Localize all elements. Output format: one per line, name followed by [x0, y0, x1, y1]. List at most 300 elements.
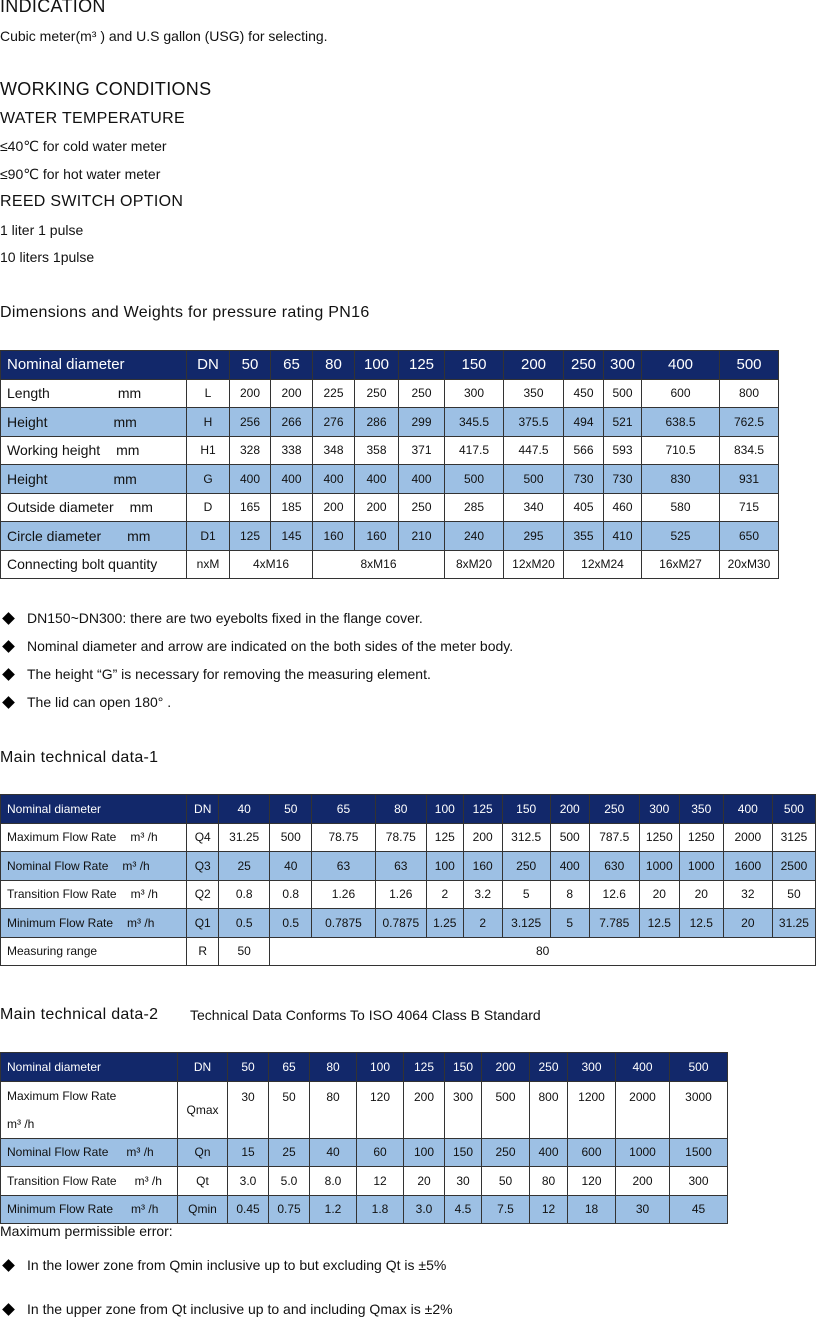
value-cell: 12xM24: [564, 550, 642, 579]
header-cell: 250: [589, 795, 639, 824]
value-cell: 300: [445, 1081, 482, 1138]
header-cell: 50: [228, 1053, 269, 1082]
header-cell: 500: [772, 795, 815, 824]
value-cell: 1200: [568, 1081, 616, 1138]
value-cell: 600: [568, 1138, 616, 1167]
tech-data-1-title: Main technical data-1: [0, 749, 159, 766]
value-cell: 500: [504, 465, 564, 494]
value-cell: 8xM20: [445, 550, 504, 579]
error-lower-item: In the lower zone from Qmin inclusive up to but excluding Qt is ±5%: [0, 1257, 446, 1273]
value-cell: 312.5: [502, 823, 550, 852]
value-cell: 50: [772, 880, 815, 909]
value-cell: 185: [271, 493, 313, 522]
row-label: Working height: [7, 442, 101, 459]
header-cell: DN: [187, 795, 219, 824]
symbol-cell: Qn: [178, 1138, 228, 1167]
header-cell: 100: [355, 351, 399, 380]
value-cell: 25: [219, 852, 270, 881]
value-cell: 240: [445, 522, 504, 551]
row-label: Transition Flow Rate: [7, 887, 117, 902]
bolt-row: [1, 550, 779, 579]
header-cell: 100: [357, 1053, 404, 1082]
value-cell: 266: [271, 408, 313, 437]
value-cell: 460: [604, 493, 642, 522]
value-cell: 80: [530, 1167, 568, 1196]
value-cell: 345.5: [445, 408, 504, 437]
value-cell: 20: [679, 880, 723, 909]
value-cell: 1600: [723, 852, 772, 881]
row-label: Height: [7, 470, 48, 487]
value-cell: 150: [445, 1138, 482, 1167]
value-cell: 355: [564, 522, 604, 551]
value-cell: 593: [604, 436, 642, 465]
row-label: Transition Flow Rate: [7, 1173, 117, 1188]
note-item: The lid can open 180° .: [0, 694, 171, 710]
water-temperature-title: WATER TEMPERATURE: [0, 110, 185, 127]
value-cell: 50: [482, 1167, 530, 1196]
row-label: Maximum Flow Rate: [7, 1088, 117, 1103]
value-cell: 8xM16: [313, 550, 445, 579]
value-cell: 20: [723, 909, 772, 938]
row-label-cell: [1, 379, 187, 408]
row-label-cell: [1, 408, 187, 437]
tech-data-1-table: [0, 794, 816, 966]
value-cell: 160: [463, 852, 502, 881]
row-unit: m³ /h: [134, 1173, 162, 1188]
value-cell: 16xM27: [642, 550, 720, 579]
indication-text: Cubic meter(m³ ) and U.S gallon (USG) for selecting.: [0, 28, 328, 44]
value-cell: 338: [271, 436, 313, 465]
value-cell: 710.5: [642, 436, 720, 465]
value-cell: 256: [230, 408, 271, 437]
symbol-cell: nxM: [187, 550, 230, 579]
value-cell: 145: [271, 522, 313, 551]
header-cell: 50: [270, 795, 312, 824]
header-cell: 400: [616, 1053, 670, 1082]
value-cell: 2: [463, 909, 502, 938]
row-label-cell: [1, 880, 187, 909]
symbol-cell: Qmax: [178, 1081, 228, 1138]
value-cell: 63: [312, 852, 375, 881]
value-cell: 300: [445, 379, 504, 408]
header-cell: 80: [310, 1053, 357, 1082]
value-cell: 80: [270, 937, 816, 966]
value-cell: 12.6: [589, 880, 639, 909]
table-row: [1, 408, 779, 437]
table-row: [1, 522, 779, 551]
header-cell: 200: [482, 1053, 530, 1082]
value-cell: 358: [355, 436, 399, 465]
symbol-cell: R: [187, 937, 219, 966]
value-cell: 328: [230, 436, 271, 465]
value-cell: 250: [482, 1138, 530, 1167]
diamond-bullet-icon: [2, 668, 15, 681]
row-unit: m³ /h: [127, 915, 155, 930]
table-row: [1, 1167, 728, 1196]
value-cell: 15: [228, 1138, 269, 1167]
header-cell: 65: [271, 351, 313, 380]
note-item: Nominal diameter and arrow are indicated on the both sides of the meter body.: [0, 638, 513, 654]
value-cell: 400: [550, 852, 589, 881]
table-row: [1, 379, 779, 408]
value-cell: 638.5: [642, 408, 720, 437]
indication-title: INDICATION: [0, 0, 106, 16]
header-cell: 250: [564, 351, 604, 380]
hot-water-text: ≤90℃ for hot water meter: [0, 166, 161, 182]
table-row: [1, 465, 779, 494]
value-cell: 78.75: [312, 823, 375, 852]
dimensions-title: Dimensions and Weights for pressure rating PN16: [0, 304, 370, 321]
dimensions-table: [0, 350, 779, 579]
value-cell: 25: [269, 1138, 310, 1167]
value-cell: 3.0: [404, 1195, 445, 1224]
value-cell: 250: [502, 852, 550, 881]
value-cell: 200: [463, 823, 502, 852]
value-cell: 521: [604, 408, 642, 437]
header-cell: 80: [375, 795, 426, 824]
value-cell: 447.5: [504, 436, 564, 465]
header-label: Nominal diameter: [1, 795, 187, 824]
value-cell: 630: [589, 852, 639, 881]
table-header-row: [1, 795, 816, 824]
value-cell: 200: [355, 493, 399, 522]
header-cell: 150: [445, 1053, 482, 1082]
value-cell: 18: [568, 1195, 616, 1224]
working-conditions-title: WORKING CONDITIONS: [0, 79, 212, 99]
value-cell: 1000: [616, 1138, 670, 1167]
value-cell: 500: [604, 379, 642, 408]
header-cell: 250: [530, 1053, 568, 1082]
value-cell: 500: [270, 823, 312, 852]
header-cell: 65: [312, 795, 375, 824]
value-cell: 2000: [723, 823, 772, 852]
value-cell: 300: [670, 1167, 728, 1196]
table-row: [1, 1138, 728, 1167]
diamond-bullet-icon: [2, 612, 15, 625]
value-cell: 8: [550, 880, 589, 909]
value-cell: 5.0: [269, 1167, 310, 1196]
value-cell: 730: [564, 465, 604, 494]
value-cell: 2500: [772, 852, 815, 881]
value-cell: 834.5: [720, 436, 779, 465]
header-cell: DN: [187, 351, 230, 380]
header-label: Nominal diameter: [1, 351, 187, 380]
header-cell: 100: [426, 795, 463, 824]
reed-option-2: 10 liters 1pulse: [0, 249, 95, 265]
value-cell: 31.25: [219, 823, 270, 852]
row-label-cell: [1, 1138, 178, 1167]
error-upper-item: In the upper zone from Qt inclusive up to and including Qmax is ±2%: [0, 1301, 453, 1317]
symbol-cell: L: [187, 379, 230, 408]
header-cell: 300: [604, 351, 642, 380]
value-cell: 12: [357, 1167, 404, 1196]
table-row: [1, 493, 779, 522]
header-cell: 125: [399, 351, 445, 380]
value-cell: 1250: [639, 823, 679, 852]
symbol-cell: G: [187, 465, 230, 494]
value-cell: 0.8: [219, 880, 270, 909]
value-cell: 125: [426, 823, 463, 852]
value-cell: 600: [642, 379, 720, 408]
value-cell: 800: [720, 379, 779, 408]
value-cell: 1000: [639, 852, 679, 881]
value-cell: 400: [530, 1138, 568, 1167]
value-cell: 30: [616, 1195, 670, 1224]
value-cell: 286: [355, 408, 399, 437]
value-cell: 800: [530, 1081, 568, 1138]
table-row: [1, 909, 816, 938]
diamond-bullet-icon: [2, 640, 15, 653]
value-cell: 12: [530, 1195, 568, 1224]
header-cell: 200: [504, 351, 564, 380]
value-cell: 4xM16: [230, 550, 313, 579]
value-cell: 78.75: [375, 823, 426, 852]
tech-data-2-table: [0, 1052, 728, 1224]
value-cell: 7.785: [589, 909, 639, 938]
row-label-cell: Measuring range: [1, 937, 187, 966]
value-cell: 5: [502, 880, 550, 909]
row-label: Minimum Flow Rate: [7, 915, 114, 930]
table-row: [1, 436, 779, 465]
value-cell: 715: [720, 493, 779, 522]
value-cell: 32: [723, 880, 772, 909]
table-row: [1, 1081, 728, 1138]
row-label: Length: [7, 385, 50, 402]
value-cell: 20xM30: [720, 550, 779, 579]
value-cell: 225: [313, 379, 355, 408]
value-cell: 762.5: [720, 408, 779, 437]
header-cell: 300: [639, 795, 679, 824]
row-label-cell: [1, 1167, 178, 1196]
value-cell: 63: [375, 852, 426, 881]
value-cell: 1.26: [312, 880, 375, 909]
value-cell: 120: [568, 1167, 616, 1196]
row-unit: m³ /h: [130, 830, 158, 845]
value-cell: 3.0: [228, 1167, 269, 1196]
tech-data-2-subtitle: Technical Data Conforms To ISO 4064 Class B Standard: [190, 1007, 541, 1023]
row-label: Outside diameter: [7, 499, 114, 516]
header-cell: 350: [679, 795, 723, 824]
value-cell: 340: [504, 493, 564, 522]
value-cell: 0.75: [269, 1195, 310, 1224]
symbol-cell: Qmin: [178, 1195, 228, 1224]
table-row: [1, 852, 816, 881]
value-cell: 730: [604, 465, 642, 494]
value-cell: 525: [642, 522, 720, 551]
value-cell: 60: [357, 1138, 404, 1167]
table-row: [1, 823, 816, 852]
value-cell: 160: [313, 522, 355, 551]
value-cell: 400: [399, 465, 445, 494]
row-unit: m³ /h: [7, 1116, 35, 1131]
value-cell: 8.0: [310, 1167, 357, 1196]
value-cell: 1.2: [310, 1195, 357, 1224]
value-cell: 125: [230, 522, 271, 551]
table-header-row: [1, 1053, 728, 1082]
note-item: DN150~DN300: there are two eyebolts fixed in the flange cover.: [0, 610, 423, 626]
value-cell: 2000: [616, 1081, 670, 1138]
reed-switch-title: REED SWITCH OPTION: [0, 193, 184, 210]
symbol-cell: Qt: [178, 1167, 228, 1196]
value-cell: 12.5: [679, 909, 723, 938]
value-cell: 566: [564, 436, 604, 465]
value-cell: 299: [399, 408, 445, 437]
row-label-cell: [1, 1195, 178, 1224]
row-unit: m³ /h: [131, 1202, 159, 1217]
row-label: Nominal Flow Rate: [7, 1145, 109, 1160]
value-cell: 210: [399, 522, 445, 551]
value-cell: 931: [720, 465, 779, 494]
header-cell: 200: [550, 795, 589, 824]
row-label: Nominal Flow Rate: [7, 858, 109, 873]
symbol-cell: Q3: [187, 852, 219, 881]
value-cell: 45: [670, 1195, 728, 1224]
row-unit: mm: [113, 413, 137, 430]
value-cell: 20: [639, 880, 679, 909]
value-cell: 830: [642, 465, 720, 494]
cold-water-text: ≤40℃ for cold water meter: [0, 138, 167, 154]
value-cell: 120: [357, 1081, 404, 1138]
value-cell: 12.5: [639, 909, 679, 938]
range-row: [1, 937, 816, 966]
value-cell: 250: [399, 493, 445, 522]
diamond-bullet-icon: [2, 1259, 15, 1272]
row-unit: m³ /h: [130, 887, 158, 902]
max-error-title: Maximum permissible error:: [0, 1223, 173, 1239]
diamond-bullet-icon: [2, 696, 15, 709]
row-unit: m³ /h: [122, 858, 150, 873]
row-unit: m³ /h: [126, 1145, 154, 1160]
value-cell: 450: [564, 379, 604, 408]
header-cell: DN: [178, 1053, 228, 1082]
symbol-cell: H1: [187, 436, 230, 465]
value-cell: 0.7875: [312, 909, 375, 938]
row-label-cell: [1, 852, 187, 881]
value-cell: 400: [230, 465, 271, 494]
value-cell: 1.25: [426, 909, 463, 938]
value-cell: 31.25: [772, 909, 815, 938]
row-label-cell: [1, 436, 187, 465]
row-label: Minimum Flow Rate: [7, 1202, 114, 1217]
header-cell: 125: [404, 1053, 445, 1082]
value-cell: 3000: [670, 1081, 728, 1138]
value-cell: 250: [355, 379, 399, 408]
row-label-cell: Connecting bolt quantity: [1, 550, 187, 579]
value-cell: 400: [355, 465, 399, 494]
header-cell: 300: [568, 1053, 616, 1082]
value-cell: 1000: [679, 852, 723, 881]
value-cell: 295: [504, 522, 564, 551]
row-label-cell: [1, 493, 187, 522]
row-label-cell: [1, 823, 187, 852]
note-item: The height “G” is necessary for removing the measuring element.: [0, 666, 431, 682]
value-cell: 1.8: [357, 1195, 404, 1224]
value-cell: 80: [310, 1081, 357, 1138]
value-cell: 1500: [670, 1138, 728, 1167]
tech-data-2-title: Main technical data-2: [0, 1006, 159, 1023]
value-cell: 50: [219, 937, 270, 966]
value-cell: 285: [445, 493, 504, 522]
value-cell: 3.2: [463, 880, 502, 909]
table-row: [1, 880, 816, 909]
value-cell: 0.7875: [375, 909, 426, 938]
row-label: Circle diameter: [7, 527, 102, 544]
value-cell: 12xM20: [504, 550, 564, 579]
symbol-cell: D: [187, 493, 230, 522]
header-cell: 65: [269, 1053, 310, 1082]
row-label-cell: [1, 465, 187, 494]
header-cell: 125: [463, 795, 502, 824]
value-cell: 500: [482, 1081, 530, 1138]
value-cell: 20: [404, 1167, 445, 1196]
value-cell: 580: [642, 493, 720, 522]
value-cell: 7.5: [482, 1195, 530, 1224]
header-label: Nominal diameter: [1, 1053, 178, 1082]
table-row: [1, 1195, 728, 1224]
symbol-cell: Q1: [187, 909, 219, 938]
header-cell: 50: [230, 351, 271, 380]
value-cell: 0.45: [228, 1195, 269, 1224]
value-cell: 500: [445, 465, 504, 494]
value-cell: 250: [399, 379, 445, 408]
value-cell: 3.125: [502, 909, 550, 938]
value-cell: 417.5: [445, 436, 504, 465]
value-cell: 0.8: [270, 880, 312, 909]
value-cell: 787.5: [589, 823, 639, 852]
value-cell: 200: [271, 379, 313, 408]
value-cell: 4.5: [445, 1195, 482, 1224]
header-cell: 500: [720, 351, 779, 380]
value-cell: 40: [310, 1138, 357, 1167]
symbol-cell: H: [187, 408, 230, 437]
row-unit: mm: [113, 470, 137, 487]
value-cell: 348: [313, 436, 355, 465]
value-cell: 100: [404, 1138, 445, 1167]
header-cell: 400: [723, 795, 772, 824]
value-cell: 200: [230, 379, 271, 408]
value-cell: 160: [355, 522, 399, 551]
value-cell: 0.5: [270, 909, 312, 938]
header-cell: 80: [313, 351, 355, 380]
value-cell: 50: [269, 1081, 310, 1138]
value-cell: 650: [720, 522, 779, 551]
value-cell: 0.5: [219, 909, 270, 938]
value-cell: 350: [504, 379, 564, 408]
value-cell: 5: [550, 909, 589, 938]
value-cell: 500: [550, 823, 589, 852]
value-cell: 165: [230, 493, 271, 522]
value-cell: 200: [313, 493, 355, 522]
value-cell: 200: [616, 1167, 670, 1196]
symbol-cell: Q4: [187, 823, 219, 852]
symbol-cell: D1: [187, 522, 230, 551]
value-cell: 400: [271, 465, 313, 494]
value-cell: 410: [604, 522, 642, 551]
value-cell: 400: [313, 465, 355, 494]
value-cell: 3125: [772, 823, 815, 852]
row-unit: mm: [129, 499, 153, 516]
value-cell: 1250: [679, 823, 723, 852]
reed-option-1: 1 liter 1 pulse: [0, 222, 84, 238]
value-cell: 375.5: [504, 408, 564, 437]
value-cell: 200: [404, 1081, 445, 1138]
row-label: Height: [7, 413, 48, 430]
row-unit: mm: [127, 527, 151, 544]
header-cell: 500: [670, 1053, 728, 1082]
value-cell: 276: [313, 408, 355, 437]
row-label: Maximum Flow Rate: [7, 830, 117, 845]
value-cell: 40: [270, 852, 312, 881]
